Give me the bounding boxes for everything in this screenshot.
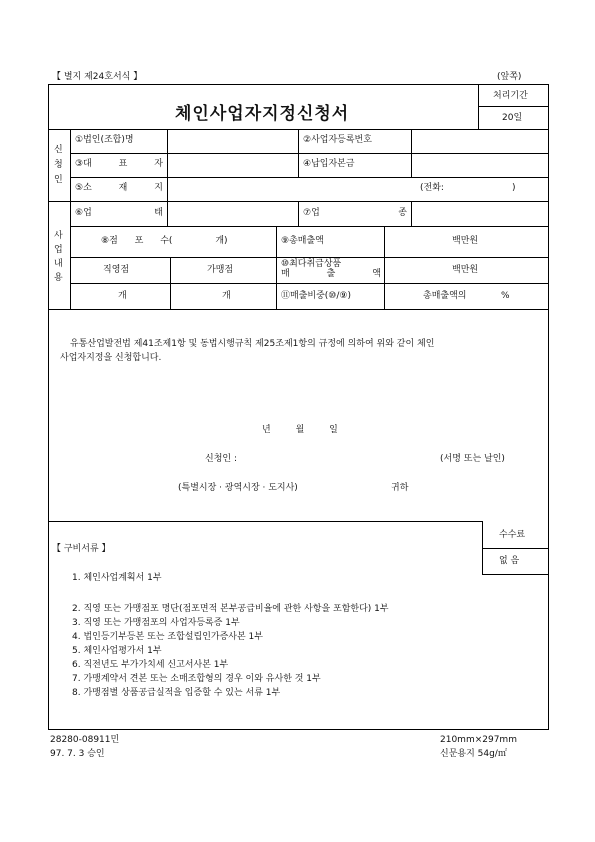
paper-size: 210mm×297mm bbox=[440, 735, 517, 745]
processing-period-value: 20일 bbox=[502, 113, 523, 123]
applicant-section-label: 신 청 인 bbox=[54, 145, 63, 185]
document-item-6: 6. 직전년도 부가가치세 신고서사본 1부 bbox=[72, 660, 229, 670]
fee-value: 없 음 bbox=[499, 556, 520, 566]
address-label: ⑤소 재 지 bbox=[75, 183, 163, 193]
date-line: 년 월 일 bbox=[262, 425, 338, 435]
statement-line-2: 사업자지정을 신청합니다. bbox=[60, 353, 162, 363]
page-side-label: (앞쪽) bbox=[497, 72, 522, 82]
form-code: 28280-08911민 bbox=[50, 735, 120, 745]
representative-label: ③대 표 자 bbox=[75, 159, 163, 169]
total-sales-unit: 백만원 bbox=[452, 236, 479, 246]
business-section-label: 사 업 내 용 bbox=[54, 231, 63, 283]
required-documents-heading: 【 구비서류 】 bbox=[52, 544, 111, 554]
paid-in-capital-label: ④납입자본금 bbox=[303, 159, 355, 169]
signature-note: (서명 또는 날인) bbox=[440, 454, 505, 464]
phone-open: (전화: bbox=[420, 183, 444, 193]
document-item-7: 7. 가맹계약서 견본 또는 소매조합형의 경우 이와 유사한 것 1부 bbox=[72, 674, 321, 684]
fee-label: 수수료 bbox=[499, 530, 526, 540]
business-item-label: ⑦업 종 bbox=[303, 208, 407, 218]
percent-sign: % bbox=[501, 291, 510, 301]
document-item-5: 5. 체인사업평가서 1부 bbox=[72, 646, 162, 656]
approval-date: 97. 7. 3 승인 bbox=[50, 749, 105, 759]
top-product-sales-label: ⑩최다취급상품 매 출 액 bbox=[281, 259, 381, 279]
document-item-1: 1. 체인사업계획서 1부 bbox=[72, 573, 162, 583]
applicant-signature-label: 신청인 : bbox=[205, 454, 237, 464]
direct-store-label: 직영점 bbox=[103, 265, 130, 275]
store-count-label: ⑧점 포 수( 개) bbox=[101, 236, 228, 246]
corp-name-label: ①법인(조합)명 bbox=[75, 135, 134, 145]
sales-ratio-label: ⑪매출비중(⑩/⑨) bbox=[281, 291, 351, 301]
top-product-sales-unit: 백만원 bbox=[452, 265, 479, 275]
business-reg-no-label: ②사업자등록번호 bbox=[303, 135, 372, 145]
document-item-4: 4. 법인등기부등본 또는 조합설립인가증사본 1부 bbox=[72, 632, 263, 642]
phone-close: ) bbox=[512, 183, 516, 193]
total-sales-label: ⑨총매출액 bbox=[281, 236, 324, 246]
statement-line-1: 유통산업발전법 제41조제1항 및 동법시행규칙 제25조제1항의 규정에 의하여 위와 같이 체인 bbox=[70, 339, 435, 349]
document-item-3: 3. 직영 또는 가맹점포의 사업자등록증 1부 bbox=[72, 618, 240, 628]
form-title: 체인사업자지정신청서 bbox=[175, 104, 350, 124]
paper-type: 신문용지 54g/㎡ bbox=[440, 749, 507, 759]
document-item-8: 8. 가맹점별 상품공급실적을 입증할 수 있는 서류 1부 bbox=[72, 688, 281, 698]
document-item-2: 2. 직영 또는 가맹점포 명단(점포면적 본부공급비율에 관한 사항을 포함한다) 1부 bbox=[72, 604, 389, 614]
processing-period-label: 처리기간 bbox=[493, 91, 528, 101]
direct-count-unit: 개 bbox=[118, 291, 127, 301]
business-type-label: ⑥업 태 bbox=[75, 208, 163, 218]
form-number: 【 별지 제24호서식 】 bbox=[52, 72, 143, 82]
franchise-count-unit: 개 bbox=[222, 291, 231, 301]
franchise-store-label: 가맹점 bbox=[207, 265, 234, 275]
of-total-sales-label: 총매출액의 bbox=[423, 291, 467, 301]
addressee-honorific: 귀하 bbox=[391, 483, 409, 493]
addressee-official: (특별시장 · 광역시장 · 도지사) bbox=[178, 483, 298, 493]
